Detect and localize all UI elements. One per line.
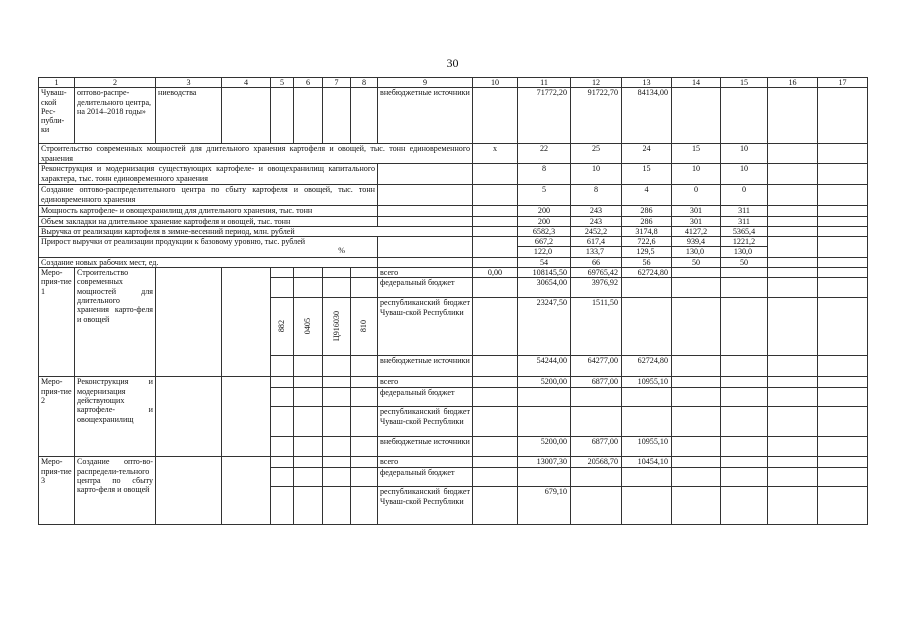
indicator-name-line1: Прирост выручки от реализации продукции к базовому уровню, тыс. рублей <box>41 237 306 247</box>
value-cell: 1221,2 130,0 <box>721 237 768 258</box>
value-cell: 939,4 130,0 <box>672 237 721 258</box>
indicator-row <box>39 216 868 226</box>
indicator-name <box>39 237 378 258</box>
executor-cell: ниеводства <box>156 88 222 144</box>
value-cell: 301 <box>672 206 721 216</box>
value-cell: 15 <box>672 144 721 164</box>
value-cell: 722,6 129,5 <box>622 237 672 258</box>
value-cell: 25 <box>571 144 622 164</box>
value-cell: 311 <box>721 216 768 226</box>
value-cell: 286 <box>622 206 672 216</box>
budget-code-cell: 0405 <box>294 298 323 356</box>
measure-1-row <box>39 268 868 278</box>
value-cell: 20568,70 <box>571 457 622 468</box>
measure-name: Строительство современных мощностей для длительного хранения карто-феля и овощей <box>75 268 156 377</box>
funding-source-cell: внебюджетные источники <box>378 437 473 457</box>
value-cell: 3174,8 <box>622 226 672 236</box>
responsible-cell: Чуваш-ской Рес-публи-ки <box>39 88 75 144</box>
value-cell: 0 <box>721 185 768 206</box>
value-cell: 50 <box>672 257 721 267</box>
col-num: 16 <box>768 78 818 88</box>
value-cell: 50 <box>721 257 768 267</box>
table-row <box>39 88 868 144</box>
indicator-row <box>39 144 868 164</box>
col-num: 9 <box>378 78 473 88</box>
value-cell: 617,4 133,7 <box>571 237 622 258</box>
col-num: 11 <box>518 78 571 88</box>
value-cell: 69765,42 <box>571 268 622 278</box>
value-cell: 243 <box>571 216 622 226</box>
measure-label: Меро-прия-тие 2 <box>39 377 75 457</box>
value-cell: 10 <box>721 144 768 164</box>
value-cell: 62724,80 <box>622 356 672 377</box>
value-cell: 2452,2 <box>571 226 622 236</box>
value-cell: 5200,00 <box>518 377 571 388</box>
value-cell: 71772,20 <box>518 88 571 144</box>
funding-source-cell: всего <box>378 268 473 278</box>
budget-code-cell: 882 <box>271 298 294 356</box>
value-cell: 301 <box>672 216 721 226</box>
value-cell: 91722,70 <box>571 88 622 144</box>
funding-source-cell: внебюджетные источники <box>378 88 473 144</box>
col-num: 13 <box>622 78 672 88</box>
measure-name: Создание опто-во-распредели-тельного центра по сбыту карто-феля и овощей <box>75 457 156 525</box>
value-cell: 311 <box>721 206 768 216</box>
value-cell: 30654,00 <box>518 278 571 298</box>
funding-source-cell: всего <box>378 457 473 468</box>
program-funding-table <box>38 77 868 525</box>
budget-code-cell: Ц916030 <box>323 298 351 356</box>
value-cell: 10955,10 <box>622 377 672 388</box>
value-cell: 679,10 <box>518 487 571 525</box>
value-cell: 10 <box>721 164 768 185</box>
value-cell: 5365,4 <box>721 226 768 236</box>
value-cell: 3976,92 <box>571 278 622 298</box>
value-cell: 54244,00 <box>518 356 571 377</box>
col-num: 2 <box>75 78 156 88</box>
value-cell: 10 <box>571 164 622 185</box>
indicator-row <box>39 164 868 185</box>
measure-label: Меро-прия-тие 3 <box>39 457 75 525</box>
measure-name: Реконструкция и модернизация действующих картофеле- и овощехранилищ <box>75 377 156 457</box>
value-cell: 4127,2 <box>672 226 721 236</box>
value-cell: 667,2 122,0 <box>518 237 571 258</box>
value-cell: 56 <box>622 257 672 267</box>
value-cell: 200 <box>518 206 571 216</box>
value-cell: 0 <box>672 185 721 206</box>
funding-source-cell: федеральный бюджет <box>378 388 473 407</box>
measure-3-row <box>39 457 868 468</box>
col-num: 12 <box>571 78 622 88</box>
col-num: 10 <box>473 78 518 88</box>
value-cell: 6877,00 <box>571 377 622 388</box>
col-num: 3 <box>156 78 222 88</box>
value-cell: 4 <box>622 185 672 206</box>
indicator-name: Объем закладки на длительное хранение картофеля и овощей, тыс. тонн <box>39 216 378 226</box>
indicator-row <box>39 237 868 258</box>
value-cell: 108145,50 <box>518 268 571 278</box>
value-cell: 15 <box>622 164 672 185</box>
value-cell: 8 <box>571 185 622 206</box>
indicator-row <box>39 257 868 267</box>
col-num: 7 <box>323 78 351 88</box>
value-cell: 10955,10 <box>622 437 672 457</box>
indicator-row <box>39 185 868 206</box>
value-cell: 23247,50 <box>518 298 571 356</box>
value-cell: 1511,50 <box>571 298 622 356</box>
value-cell: 243 <box>571 206 622 216</box>
col-num: 6 <box>294 78 323 88</box>
value-cell: 10454,10 <box>622 457 672 468</box>
value-cell: 8 <box>518 164 571 185</box>
value-cell: 10 <box>672 164 721 185</box>
col-num: 1 <box>39 78 75 88</box>
indicator-name: Выручка от реализации картофеля в зимне-весенний период, млн. рублей <box>39 226 473 236</box>
value-cell: 54 <box>518 257 571 267</box>
value-cell: 200 <box>518 216 571 226</box>
value-cell: 84134,00 <box>622 88 672 144</box>
value-cell: 13007,30 <box>518 457 571 468</box>
value-cell: 5 <box>518 185 571 206</box>
value-cell: 0,00 <box>473 268 518 278</box>
page-number: 30 <box>446 56 459 70</box>
indicator-name: Мощность картофеле- и овощехранилищ для длительного хранения, тыс. тонн <box>39 206 378 216</box>
indicator-row <box>39 206 868 216</box>
indicator-unit: % <box>338 246 345 256</box>
col-num: 4 <box>222 78 271 88</box>
value-cell: 5200,00 <box>518 437 571 457</box>
program-name-cell: оптово-распре-делительного центра, на 2014–2018 годы» <box>75 88 156 144</box>
value-cell: 62724,80 <box>622 268 672 278</box>
value-cell: 6582,3 <box>518 226 571 236</box>
funding-source-cell: федеральный бюджет <box>378 278 473 298</box>
funding-source-cell: федеральный бюджет <box>378 468 473 487</box>
value-cell: 24 <box>622 144 672 164</box>
value-cell: 22 <box>518 144 571 164</box>
col-num: 8 <box>351 78 378 88</box>
measure-label: Меро-прия-тие 1 <box>39 268 75 377</box>
column-number-row <box>39 78 868 88</box>
col-num: 5 <box>271 78 294 88</box>
funding-source-cell: республиканский бюджет Чуваш-ской Республики <box>378 407 473 437</box>
indicator-name: Создание оптово-распределительного центра по сбыту картофеля и овощей, тыс. тонн единовременного хранения <box>39 185 378 206</box>
col-num: 15 <box>721 78 768 88</box>
budget-code-cell: 810 <box>351 298 378 356</box>
funding-source-cell: всего <box>378 377 473 388</box>
funding-source-cell: республиканский бюджет Чуваш-ской Республики <box>378 298 473 356</box>
measure-2-row <box>39 377 868 388</box>
funding-source-cell: республиканский бюджет Чуваш-ской Республики <box>378 487 473 525</box>
value-cell: 6877,00 <box>571 437 622 457</box>
indicator-row <box>39 226 868 236</box>
funding-source-cell: внебюджетные источники <box>378 356 473 377</box>
col-num: 17 <box>818 78 868 88</box>
indicator-name: Создание новых рабочих мест, ед. <box>39 257 378 267</box>
value-cell: 66 <box>571 257 622 267</box>
value-cell: 64277,00 <box>571 356 622 377</box>
indicator-name: Реконструкция и модернизация существующих картофеле- и овощехранилищ капитального характера, тыс. тонн единовременного хранения <box>39 164 378 185</box>
col-num: 14 <box>672 78 721 88</box>
indicator-name: Строительство современных мощностей для длительного хранения картофеля и овощей, тыс. тонн единовременного хранения <box>39 144 473 164</box>
value-cell: х <box>473 144 518 164</box>
value-cell: 286 <box>622 216 672 226</box>
